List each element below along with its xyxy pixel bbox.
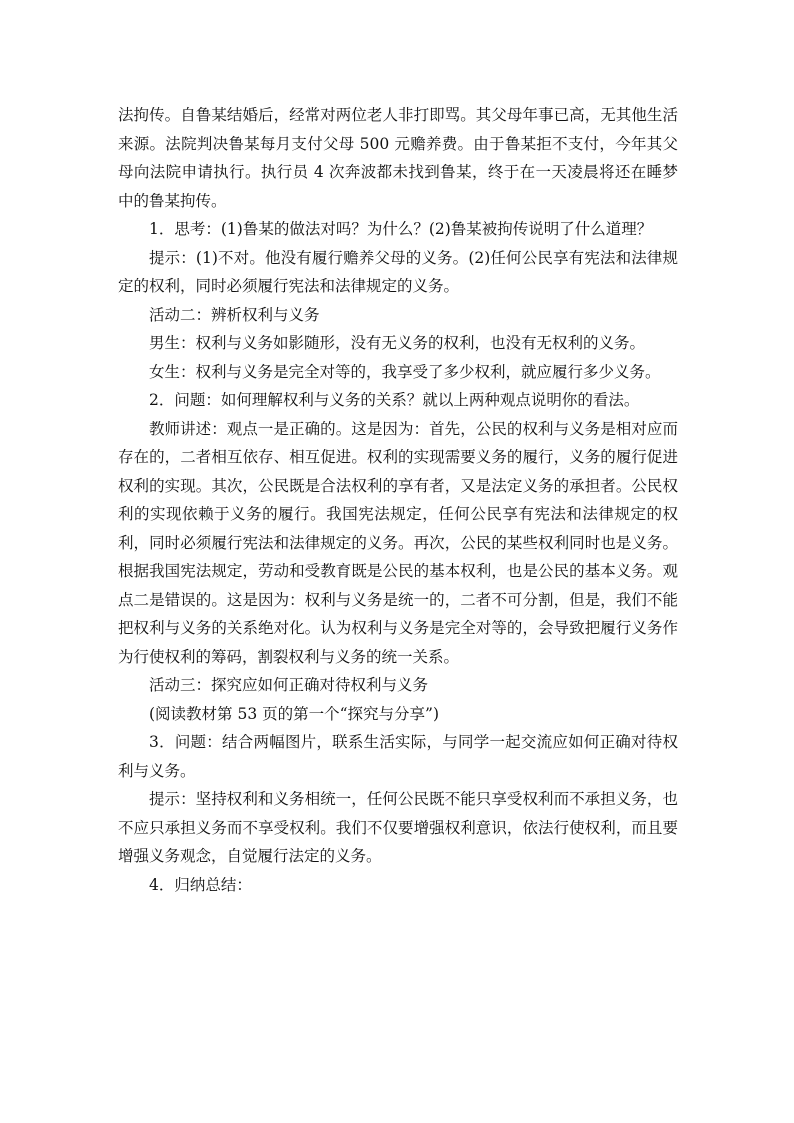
paragraph-activity-2-title: 活动二：辨析权利与义务 xyxy=(149,305,320,324)
paragraph-case-text: 法拘传。自鲁某结婚后，经常对两位老人非打即骂。其父母年事已高，无其他生活来源。法院判决鲁某每月支付父母 500 元赡养费。由于鲁某拒不支付，今年其父母向法院申请执行。执行员 4 次奔波都未找到鲁某，终于在一天凌晨将还在睡梦中的鲁某拘传。 xyxy=(118,106,678,210)
paragraph-question-2: 2．问题：如何理解权利与义务的关系？就以上两种观点说明你的看法。 xyxy=(149,391,640,409)
paragraph-hint-1: 提示：(1)不对。他没有履行赡养父母的义务。(2)任何公民享有宪法和法律规定的权利，同时必须履行宪法和法律规定的义务。 xyxy=(118,248,678,295)
document-body xyxy=(118,101,678,899)
paragraph-girl-view: 女生：权利与义务是完全对等的，我享受了多少权利，就应履行多少义务。 xyxy=(149,362,661,381)
paragraph-boy-view: 男生：权利与义务如影随形，没有无义务的权利，也没有无权利的义务。 xyxy=(149,334,646,352)
paragraph-question-3: 3．问题：结合两幅图片，联系生活实际，与同学一起交流应如何正确对待权利与义务。 xyxy=(118,733,678,780)
paragraph-reading-note: (阅读教材第 53 页的第一个“探究与分享”) xyxy=(149,704,440,723)
paragraph-question-1: 1．思考：(1)鲁某的做法对吗？为什么？(2)鲁某被拘传说明了什么道理？ xyxy=(149,220,653,238)
paragraph-hint-3: 提示：坚持权利和义务相统一，任何公民既不能只享受权利而不承担义务，也不应只承担义务而不享受权利。我们不仅要增强权利意识，依法行使权利，而且要增强义务观念，自觉履行法定的义务。 xyxy=(118,790,678,865)
paragraph-summary-heading: 4．归纳总结： xyxy=(149,875,252,894)
paragraph-activity-3-title: 活动三：探究应如何正确对待权利与义务 xyxy=(149,676,429,694)
paragraph-teacher-explanation: 教师讲述：观点一是正确的。这是因为：首先，公民的权利与义务是相对应而存在的，二者相互依存、相互促进。权利的实现需要义务的履行，义务的履行促进权利的实现。其次，公民既是合法权利的享有者，又是法定义务的承担者。公民权利的实现依赖于义务的履行。我国宪法规定，任何公民享有宪法和法律规定的权利，同时必须履行宪法和法律规定的义务。再次，公民的某些权利同时也是义务。根据我国宪法规定，劳动和受教育既是公民的基本权利，也是公民的基本义务。观点二是错误的。这是因为：权利与义务是统一的，二者不可分割，但是，我们不能把权利与义务的关系绝对化。认为权利与义务是完全对等的，会导致把履行义务作为行使权利的筹码，割裂权利与义务的统一关系。 xyxy=(118,419,678,666)
